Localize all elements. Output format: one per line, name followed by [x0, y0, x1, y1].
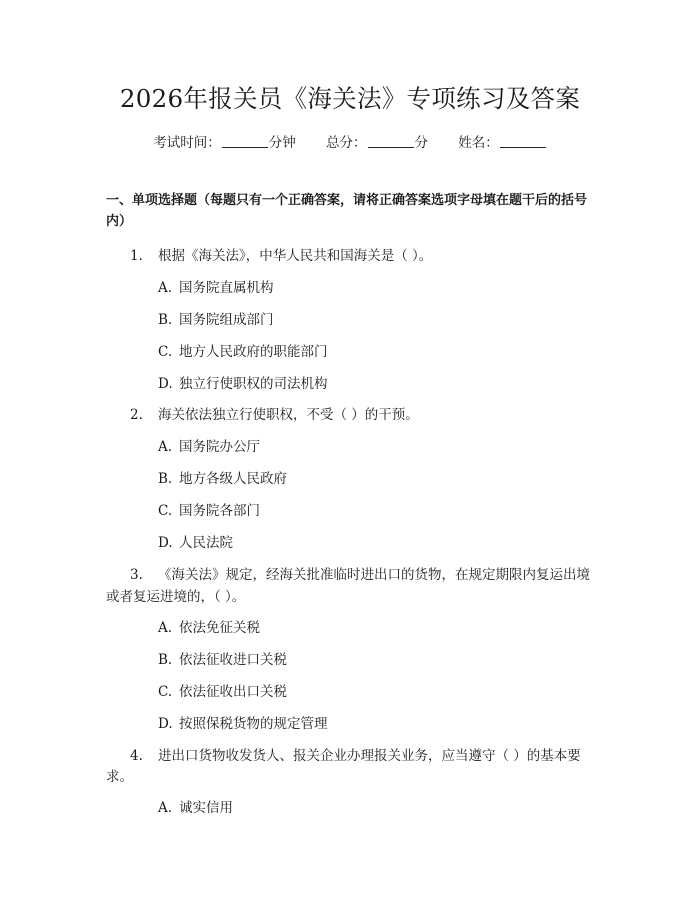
question-number: 4. — [130, 748, 143, 764]
question-number: 2. — [130, 407, 143, 423]
option-text: 按照保税货物的规定管理 — [179, 716, 328, 732]
total-score-label: 总分： — [326, 135, 367, 151]
option-2a — [158, 435, 260, 455]
question-text: 根据《海关法》，中华人民共和国海关是（ ）。 — [158, 248, 433, 264]
question-4-continued: 求。 — [106, 769, 133, 785]
option-text: 依法征收进口关税 — [179, 652, 287, 668]
option-letter: B. — [158, 652, 173, 668]
option-text: 独立行使职权的司法机构 — [179, 376, 328, 392]
exam-time-unit: 分钟 — [268, 135, 296, 151]
option-text: 诚实信用 — [179, 800, 233, 816]
option-letter: A. — [158, 620, 173, 636]
option-letter: C. — [158, 503, 173, 519]
option-1a — [158, 276, 274, 296]
option-4a — [158, 796, 233, 816]
option-2d — [158, 531, 233, 551]
option-text: 国务院办公厅 — [179, 439, 260, 455]
total-score-unit: 分 — [414, 135, 428, 151]
total-score-field — [326, 131, 428, 151]
option-3a — [158, 616, 260, 636]
question-number: 1. — [130, 248, 143, 264]
option-text: 地方人民政府的职能部门 — [179, 344, 328, 360]
question-2 — [130, 403, 419, 423]
option-text: 国务院各部门 — [179, 503, 260, 519]
option-letter: D. — [158, 716, 173, 732]
option-letter: A. — [158, 280, 173, 296]
question-text: 海关依法独立行使职权，不受（ ）的干预。 — [158, 407, 419, 423]
exam-time-blank — [222, 134, 268, 148]
option-text: 国务院组成部门 — [179, 312, 274, 328]
option-2b — [158, 467, 287, 487]
section-heading: 一、单项选择题（每题只有一个正确答案，请将正确答案选项字母填在题干后的括号内） — [106, 193, 588, 229]
option-1d — [158, 372, 328, 392]
option-letter: A. — [158, 439, 173, 455]
option-letter: B. — [158, 312, 173, 328]
name-blank — [500, 134, 546, 148]
option-3b — [158, 648, 287, 668]
exam-info-line — [0, 131, 700, 151]
option-3d — [158, 712, 328, 732]
option-text: 地方各级人民政府 — [179, 471, 287, 487]
option-letter: C. — [158, 684, 173, 700]
question-text: 进出口货物收发货人、报关企业办理报关业务，应当遵守（ ）的基本要 — [158, 748, 581, 764]
question-3 — [130, 563, 590, 583]
exam-time-label: 考试时间： — [153, 135, 221, 151]
option-letter: D. — [158, 376, 173, 392]
question-text: 《海关法》规定，经海关批准临时进出口的货物，在规定期限内复运出境 — [158, 567, 590, 583]
option-2c — [158, 499, 260, 519]
document-title: 2026年报关员《海关法》专项练习及答案 — [119, 84, 581, 113]
question-1 — [130, 244, 432, 264]
exam-time-field — [153, 131, 296, 151]
option-text: 依法征收出口关税 — [179, 684, 287, 700]
option-text: 依法免征关税 — [179, 620, 260, 636]
option-text: 国务院直属机构 — [179, 280, 274, 296]
option-letter: B. — [158, 471, 173, 487]
question-3-continued: 或者复运进境的，（ ）。 — [106, 589, 246, 605]
option-text: 人民法院 — [179, 535, 233, 551]
option-letter: C. — [158, 344, 173, 360]
question-number: 3. — [130, 567, 143, 583]
option-1b — [158, 308, 274, 328]
option-1c — [158, 340, 328, 360]
option-letter: A. — [158, 800, 173, 816]
question-4 — [130, 744, 581, 764]
name-field — [458, 131, 547, 151]
name-label: 姓名： — [458, 135, 499, 151]
option-3c — [158, 680, 287, 700]
total-score-blank — [368, 134, 414, 148]
option-letter: D. — [158, 535, 173, 551]
